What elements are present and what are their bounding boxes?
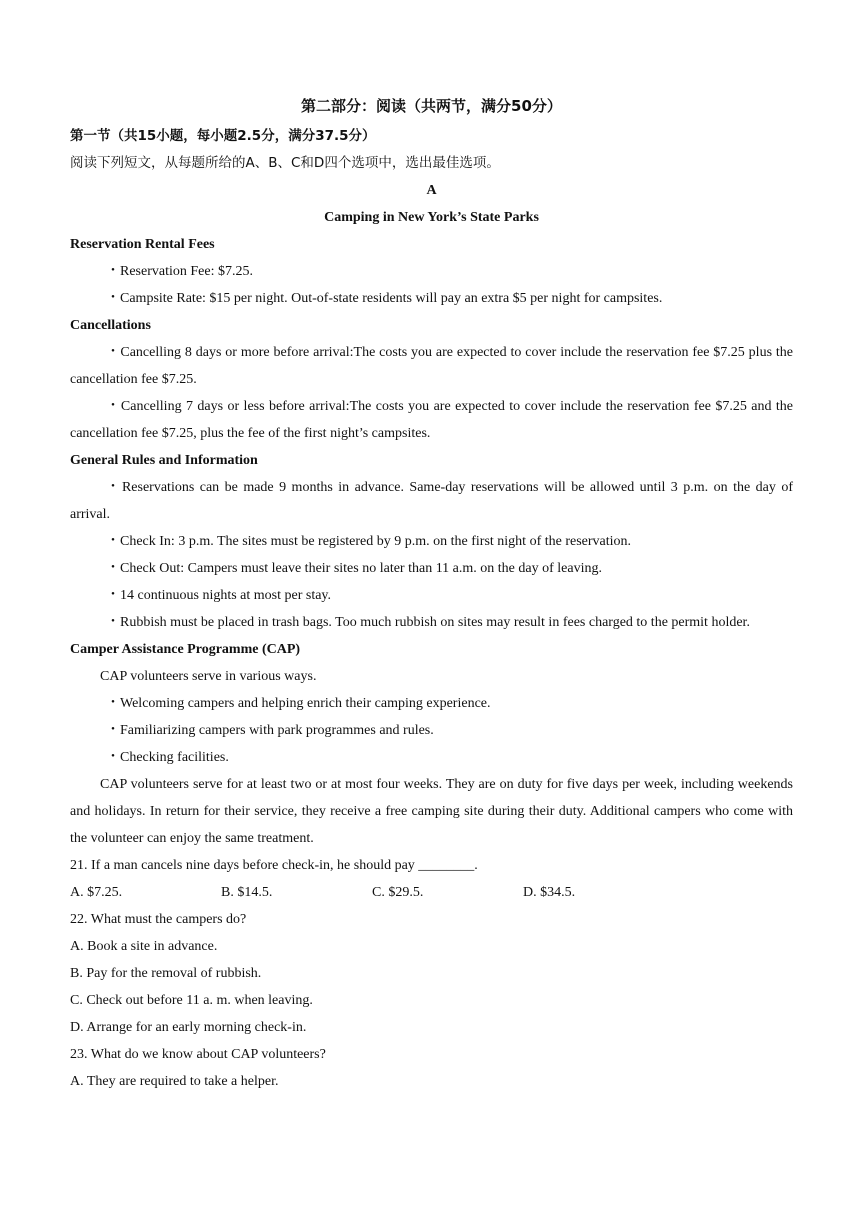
question-22-stem: 22. What must the campers do?: [70, 912, 247, 927]
cap-intro: CAP volunteers serve in various ways.: [100, 669, 317, 684]
option-b: B. Pay for the removal of rubbish.: [70, 966, 262, 981]
option-a: A. $7.25.: [70, 885, 123, 900]
cap-item: ・Checking facilities.: [106, 750, 229, 765]
rule-item: ・Reservations can be made 9 months in advance. Same-day reservations will be allowed until 3 p.m. on the day of arrival.: [70, 480, 793, 522]
option-b: B. $14.5.: [221, 885, 273, 900]
cap-item: ・Familiarizing campers with park programmes and rules.: [106, 723, 434, 738]
fee-item: ・Campsite Rate: $15 per night. Out-of-state residents will pay an extra $5 per night for campsites.: [106, 291, 663, 306]
fee-item: ・Reservation Fee: $7.25.: [106, 264, 253, 279]
exam-page: [70, 90, 793, 1095]
fees-heading: Reservation Rental Fees: [70, 237, 215, 252]
rule-item: ・14 continuous nights at most per stay.: [106, 588, 332, 603]
rules-heading: General Rules and Information: [70, 453, 258, 468]
cap-closing: CAP volunteers serve for at least two or at most four weeks. They are on duty for five days per week, including weekends and holidays. In return for their service, they receive a free camping site during their duty. Additional campers who come with the volunteer can enjoy the same treatment.: [70, 777, 793, 846]
rule-item: ・Check In: 3 p.m. The sites must be registered by 9 p.m. on the first night of the reservation.: [106, 534, 632, 549]
option-d: D. Arrange for an early morning check-in.: [70, 1020, 307, 1035]
option-c: C. Check out before 11 a. m. when leaving.: [70, 993, 313, 1008]
option-d: D. $34.5.: [523, 885, 576, 900]
cancellation-item: ・Cancelling 7 days or less before arrival:The costs you are expected to cover include the reservation fee $7.25 and the cancellation fee $7.25, plus the fee of the first night’s campsites.: [70, 399, 793, 441]
rule-item: ・Check Out: Campers must leave their sites no later than 11 a.m. on the day of leaving.: [106, 561, 602, 576]
question-21-options: [70, 879, 793, 906]
part-title: 第二部分：阅读（共两节，满分50分）: [301, 97, 562, 115]
option-c: C. $29.5.: [372, 885, 424, 900]
cap-heading: Camper Assistance Programme (CAP): [70, 642, 301, 657]
cancellations-heading: Cancellations: [70, 318, 151, 333]
option-a: A. Book a site in advance.: [70, 939, 218, 954]
question-23-stem: 23. What do we know about CAP volunteers?: [70, 1047, 326, 1062]
instruction-text: 阅读下列短文，从每题所给的A、B、C和D四个选项中，选出最佳选项。: [70, 155, 500, 171]
section-title: 第一节（共15小题，每小题2.5分，满分37.5分）: [70, 128, 376, 144]
question-21-stem: 21. If a man cancels nine days before check-in, he should pay ________.: [70, 858, 478, 873]
option-a: A. They are required to take a helper.: [70, 1074, 279, 1089]
passage-title: Camping in New York’s State Parks: [324, 210, 539, 225]
cancellation-item: ・Cancelling 8 days or more before arrival:The costs you are expected to cover include the reservation fee $7.25 plus the cancellation fee $7.25.: [70, 345, 793, 387]
passage-letter: A: [426, 183, 437, 198]
rule-item: ・Rubbish must be placed in trash bags. Too much rubbish on sites may result in fees charged to the permit holder.: [106, 615, 750, 630]
cap-item: ・Welcoming campers and helping enrich their camping experience.: [106, 696, 491, 711]
